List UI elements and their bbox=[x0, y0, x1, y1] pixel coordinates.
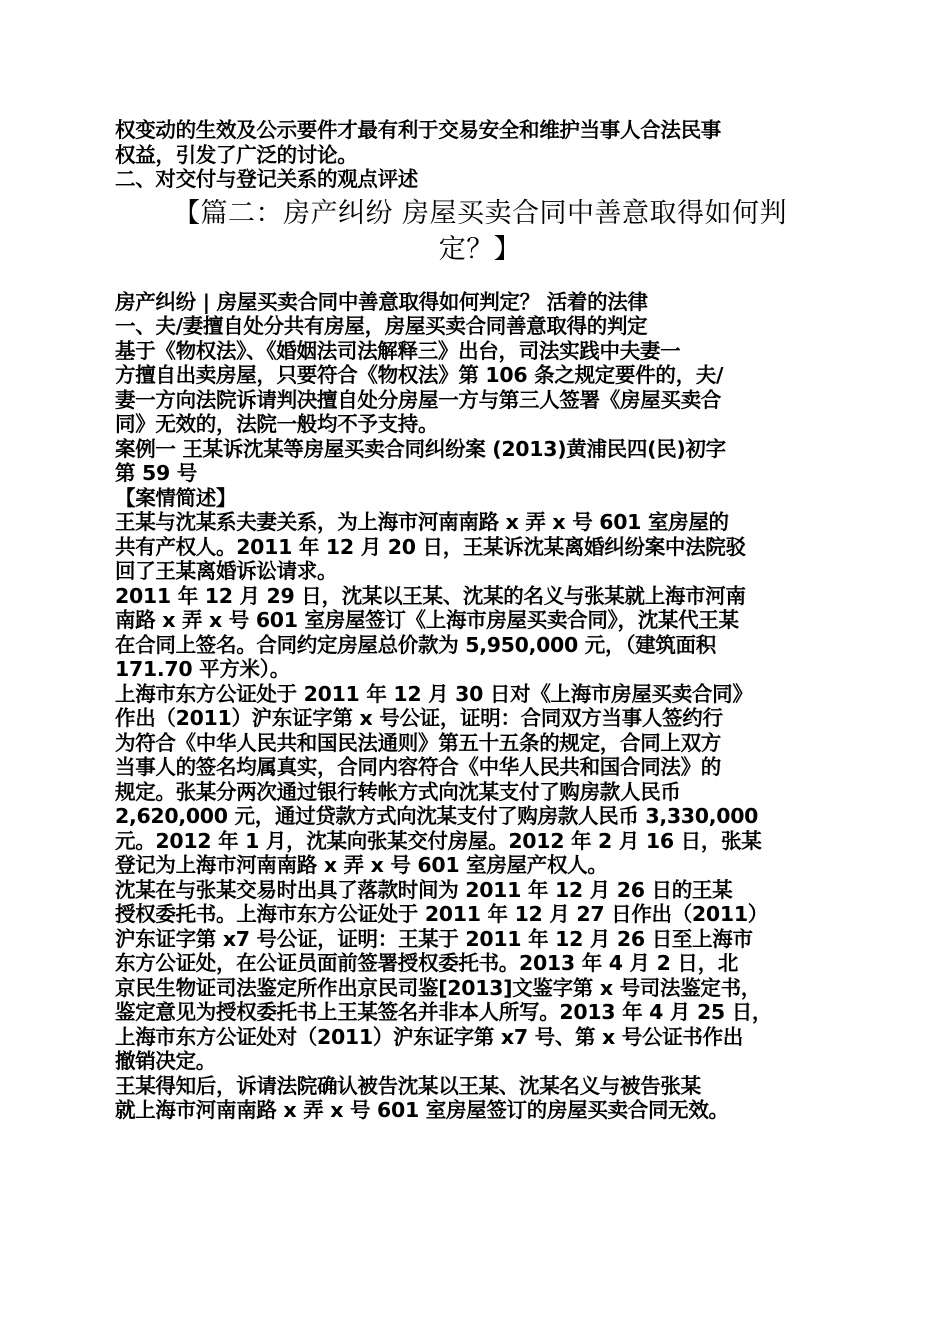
body-line: 2011 年 12 月 29 日，沈某以王某、沈某的名义与张某就上海市河南 bbox=[115, 583, 746, 608]
intro-section bbox=[115, 118, 845, 192]
body-line: 在合同上签名。合同约定房屋总价款为 5,950,000 元，（建筑面积 bbox=[115, 632, 716, 657]
body-line: 王某与沈某系夫妻关系，为上海市河南南路 x 弄 x 号 601 室房屋的 bbox=[115, 510, 729, 534]
intro-line: 权变动的生效及公示要件才最有利于交易安全和维护当事人合法民事 bbox=[115, 118, 721, 142]
body-line: 妻一方向法院诉请判决擅自处分房屋一方与第三人签署《房屋买卖合 bbox=[115, 387, 721, 412]
body-line: 为符合《中华人民共和国民法通则》第五十五条的规定，合同上双方 bbox=[115, 730, 721, 755]
body-line: 就上海市河南南路 x 弄 x 号 601 室房屋签订的房屋买卖合同无效。 bbox=[115, 1098, 729, 1122]
body-line: 撤销决定。 bbox=[115, 1049, 216, 1073]
body-line: 京民生物证司法鉴定所作出京民司鉴[2013]文鉴字第 x 号司法鉴定书， bbox=[115, 975, 761, 1000]
body-line: 【案情简述】 bbox=[115, 485, 237, 510]
body-line: 登记为上海市河南南路 x 弄 x 号 601 室房屋产权人。 bbox=[115, 853, 608, 877]
body-line: 171.70 平方米）。 bbox=[115, 657, 290, 681]
article-title-line: 【篇二：房产纠纷 房屋买卖合同中善意取得如何判 bbox=[172, 197, 788, 229]
body-line: 作出（2011）沪东证字第 x 号公证，证明：合同双方当事人签约行 bbox=[115, 706, 723, 730]
article-body bbox=[115, 290, 845, 1123]
body-line: 回了王某离婚诉讼请求。 bbox=[115, 559, 338, 583]
body-line: 共有产权人。2011 年 12 月 20 日，王某诉沈某离婚纠纷案中法院驳 bbox=[115, 534, 746, 559]
body-line: 授权委托书。上海市东方公证处于 2011 年 12 月 27 日作出（2011） bbox=[115, 902, 768, 926]
body-line: 案例一 王某诉沈某等房屋买卖合同纠纷案 (2013)黄浦民四(民)初字 bbox=[115, 436, 726, 461]
body-line: 2,620,000 元，通过贷款方式向沈某支付了购房款人民币 3,330,000 bbox=[115, 804, 759, 828]
body-line: 同》无效的，法院一般均不予支持。 bbox=[115, 412, 439, 436]
body-line: 沪东证字第 x7 号公证，证明：王某于 2011 年 12 月 26 日至上海市 bbox=[115, 926, 753, 951]
section-heading: 二、对交付与登记关系的观点评述 bbox=[115, 167, 418, 191]
body-line: 王某得知后，诉请法院确认被告沈某以王某、沈某名义与被告张某 bbox=[115, 1073, 701, 1098]
body-line: 东方公证处，在公证员面前签署授权委托书。2013 年 4 月 2 日，北 bbox=[115, 951, 738, 975]
text-column bbox=[115, 118, 845, 1123]
body-line: 南路 x 弄 x 号 601 室房屋签订《上海市房屋买卖合同》，沈某代王某 bbox=[115, 608, 739, 632]
body-line: 规定。张某分两次通过银行转帐方式向沈某支付了购房款人民币 bbox=[115, 779, 681, 804]
body-line: 房产纠纷 | 房屋买卖合同中善意取得如何判定？ 活着的法律 bbox=[115, 289, 648, 314]
body-line: 第 59 号 bbox=[115, 461, 198, 485]
body-line: 基于《物权法》、《婚姻法司法解释三》出台，司法实践中夫妻一 bbox=[115, 338, 681, 363]
intro-line: 权益，引发了广泛的讨论。 bbox=[115, 142, 358, 167]
body-line: 一、夫/妻擅自处分共有房屋，房屋买卖合同善意取得的判定 bbox=[115, 314, 648, 338]
article-title bbox=[115, 196, 845, 268]
body-line: 上海市东方公证处对（2011）沪东证字第 x7 号、第 x 号公证书作出 bbox=[115, 1024, 744, 1049]
body-line: 鉴定意见为授权委托书上王某签名并非本人所写。2013 年 4 月 25 日， bbox=[115, 1000, 773, 1024]
body-line: 方擅自出卖房屋，只要符合《物权法》第 106 条之规定要件的，夫/ bbox=[115, 363, 724, 387]
body-line: 元。2012 年 1 月，沈某向张某交付房屋。2012 年 2 月 16 日，张某 bbox=[115, 828, 762, 853]
article-title-line: 定？】 bbox=[438, 233, 522, 265]
body-line: 当事人的签名均属真实，合同内容符合《中华人民共和国合同法》的 bbox=[115, 755, 721, 779]
body-line: 沈某在与张某交易时出具了落款时间为 2011 年 12 月 26 日的王某 bbox=[115, 877, 733, 902]
body-line: 上海市东方公证处于 2011 年 12 月 30 日对《上海市房屋买卖合同》 bbox=[115, 681, 753, 706]
